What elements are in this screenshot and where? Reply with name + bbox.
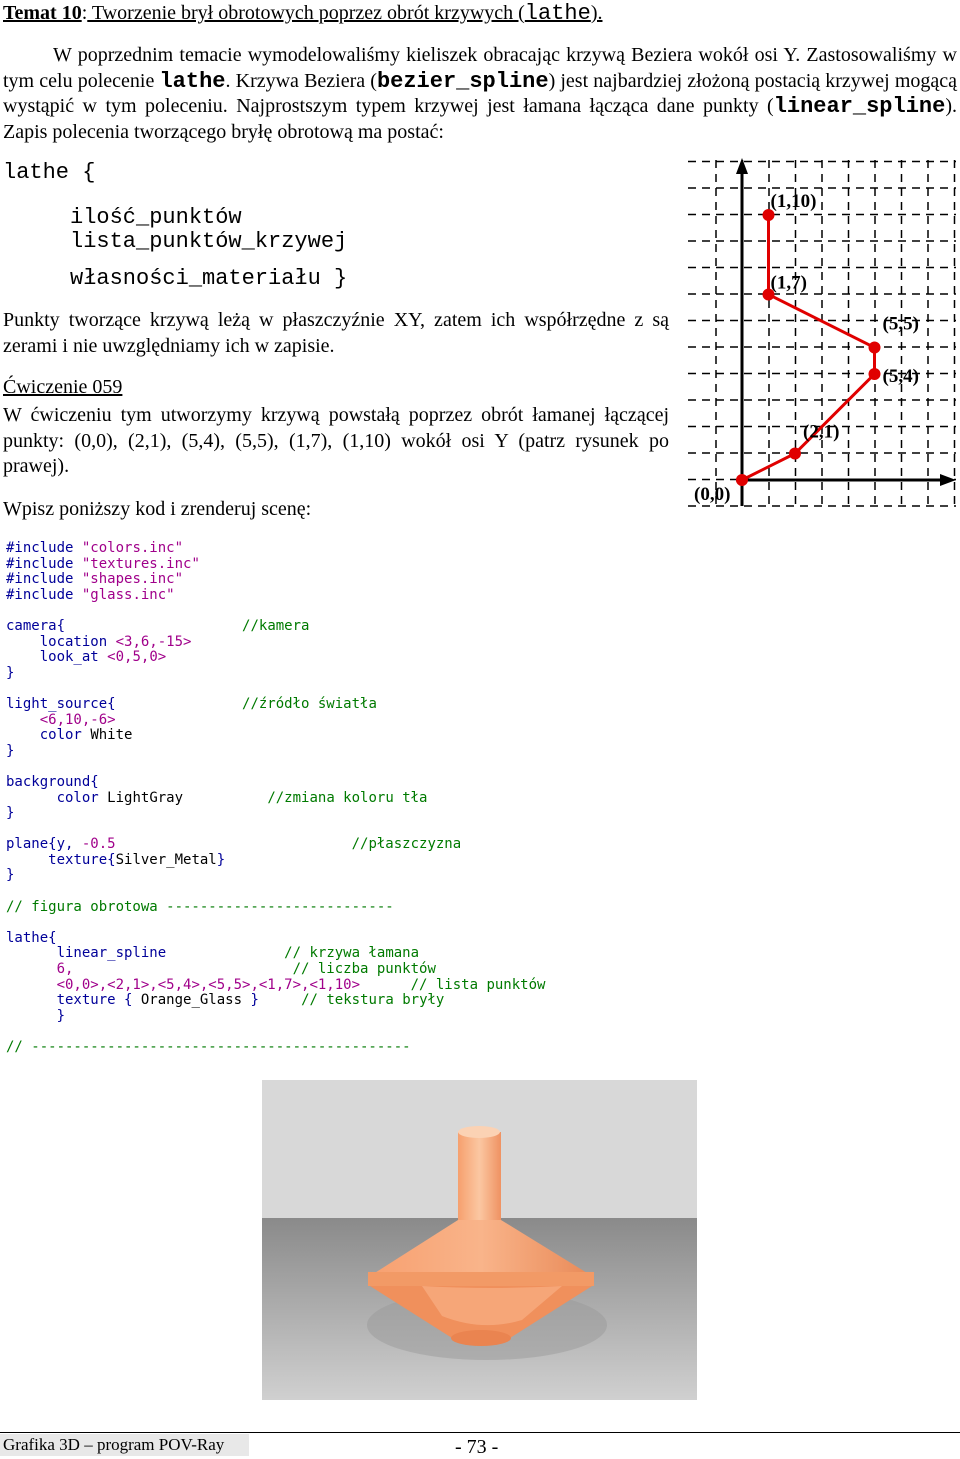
- intro-code-bezier: bezier_spline: [376, 68, 549, 94]
- code-include-kw: #include: [6, 586, 74, 603]
- code-color-kw: color: [56, 789, 99, 806]
- code-include-kw: #include: [6, 540, 74, 556]
- graph-labels: [694, 191, 919, 505]
- code-texture-kw: texture{: [48, 851, 116, 868]
- syntax-line-3: lista_punktów_krzywej: [70, 229, 348, 254]
- code-plane: plane{y,: [6, 836, 82, 853]
- code-include-file: "colors.inc": [81, 540, 184, 556]
- code-comment: // lista punktów: [410, 976, 546, 993]
- code-comment: // krzywa łamana: [284, 945, 420, 962]
- code-comment: //płaszczyzna: [351, 836, 462, 853]
- syntax-line-4: własności_materiału }: [70, 266, 348, 291]
- page-title: [3, 1, 602, 26]
- code-brace: }: [6, 805, 15, 822]
- graph-point-label: (1,10): [770, 191, 817, 212]
- render-image: [262, 1080, 697, 1400]
- code-include-file: "shapes.inc": [81, 571, 184, 588]
- exercise-text: W ćwiczeniu tym utworzymy krzywą powstałą poprzez obrót łamanej łączącej punkty: (0,0), (2,1), (5,4), (5,5), (1,7), (1,10) wokół osi Y (patrz rysunek po prawej).: [3, 404, 669, 477]
- code-color-id: LightGray: [107, 789, 184, 806]
- code-texture-id: Orange_Glass: [140, 992, 243, 1009]
- code-brace: }: [250, 992, 259, 1009]
- code-comment: //źródło światła: [242, 695, 377, 712]
- page-number: - 73 -: [455, 1436, 499, 1458]
- code-point-count: 6,: [56, 961, 74, 978]
- code-location-value: <3,6,-15>: [115, 633, 192, 650]
- intro-text-1: W poprzednim temacie wymodelowaliśmy kieliszek obracając krzywą Beziera wokół osi Y. Zastosowaliśmy w tym celu polecenie: [3, 44, 957, 92]
- code-texture-kw: texture {: [56, 992, 133, 1009]
- graph-point-label: (2,1): [803, 421, 840, 443]
- graph-point: [736, 474, 748, 486]
- code-brace: }: [6, 867, 15, 884]
- code-comment: // tekstura bryły: [301, 992, 445, 1009]
- code-point-list: <0,0>,<2,1>,<5,4>,<5,5>,<1,7>,<1,10>: [56, 976, 361, 993]
- code-lookat-value: <0,5,0>: [107, 649, 167, 666]
- graph-point-label: (5,4): [882, 366, 919, 387]
- intro-text-4: ). Zapis polecenia tworzącego bryłę obrotową ma postać:: [3, 95, 957, 143]
- x-axis-arrow-icon: [940, 474, 956, 486]
- code-spline-kw: linear_spline: [56, 945, 167, 962]
- code-comment: //zmiana koloru tła: [267, 789, 428, 806]
- intro-paragraph: [3, 43, 957, 145]
- code-lookat-kw: look_at: [39, 649, 99, 666]
- intro-code-lathe: lathe: [159, 68, 226, 94]
- code-color-kw: color: [39, 727, 82, 744]
- topic-title: [87, 2, 602, 24]
- code-light-source: light_source{: [6, 695, 116, 712]
- syntax-line-2: ilość_punktów: [70, 205, 242, 230]
- topic-title-text: Tworzenie brył obrotowych poprzez obrót krzywych (: [87, 2, 525, 24]
- code-background: background{: [6, 773, 99, 790]
- code-comment: //kamera: [242, 617, 310, 634]
- graph-point-label: (0,0): [694, 484, 731, 505]
- code-include-kw: #include: [6, 571, 74, 588]
- code-plane-value: -0.5: [81, 836, 116, 853]
- code-comment: // liczba punktów: [292, 961, 436, 978]
- code-brace: }: [6, 664, 15, 681]
- topic-title-end: ).: [590, 2, 603, 24]
- footer-title: Grafika 3D – program POV-Ray: [0, 1434, 249, 1456]
- code-include-kw: #include: [6, 555, 74, 572]
- topic-label: Temat 10: [3, 2, 82, 24]
- code-brace: }: [56, 1007, 66, 1024]
- code-lathe: lathe{: [6, 929, 57, 946]
- points-note: Punkty tworzące krzywą leżą w płaszczyźnie XY, zatem ich współrzędne z są zerami i nie uwzględniamy ich w zapisie.: [3, 309, 669, 357]
- graph-point: [869, 342, 881, 354]
- y-axis-arrow-icon: [736, 158, 748, 174]
- code-listing: [6, 541, 646, 1056]
- code-include-file: "textures.inc": [81, 555, 200, 572]
- syntax-line-1: lathe {: [3, 160, 96, 185]
- intro-code-linear: linear_spline: [773, 94, 946, 119]
- rendered-lathe-figure: [262, 1080, 697, 1400]
- graph-point: [869, 368, 881, 380]
- exercise-title: Ćwiczenie 059: [3, 376, 123, 398]
- code-brace: }: [6, 742, 15, 759]
- code-camera: camera{: [6, 617, 66, 634]
- code-location-kw: location: [39, 633, 108, 650]
- topic-title-code: lathe: [524, 1, 591, 26]
- graph-point-label: (1,7): [770, 272, 807, 294]
- polyline-graph: [686, 156, 958, 520]
- code-light-position: <6,10,-6>: [39, 711, 116, 728]
- topic-separator: :: [81, 2, 88, 24]
- intro-text-2: . Krzywa Beziera (: [225, 69, 377, 92]
- code-include-file: "glass.inc": [81, 586, 175, 603]
- code-comment: // ---------------------------------------------: [6, 1039, 411, 1055]
- code-texture-id: Silver_Metal: [115, 851, 217, 868]
- code-brace: }: [216, 851, 226, 868]
- code-color-id: White: [90, 727, 133, 744]
- code-comment: // figura obrotowa ---------------------------: [6, 898, 394, 915]
- footer-rule: [0, 1432, 960, 1433]
- graph-point-label: (5,5): [882, 313, 919, 335]
- graph-point: [789, 448, 801, 460]
- exercise-instruction: Wpisz poniższy kod i zrenderuj scenę:: [3, 498, 312, 520]
- intro-text-3: ) jest najbardziej złożoną postacią krzywej mogącą wystąpić w tym poleceniu. Najprostszym typem krzywej jest łamana łącząca dane punkty (: [3, 69, 958, 117]
